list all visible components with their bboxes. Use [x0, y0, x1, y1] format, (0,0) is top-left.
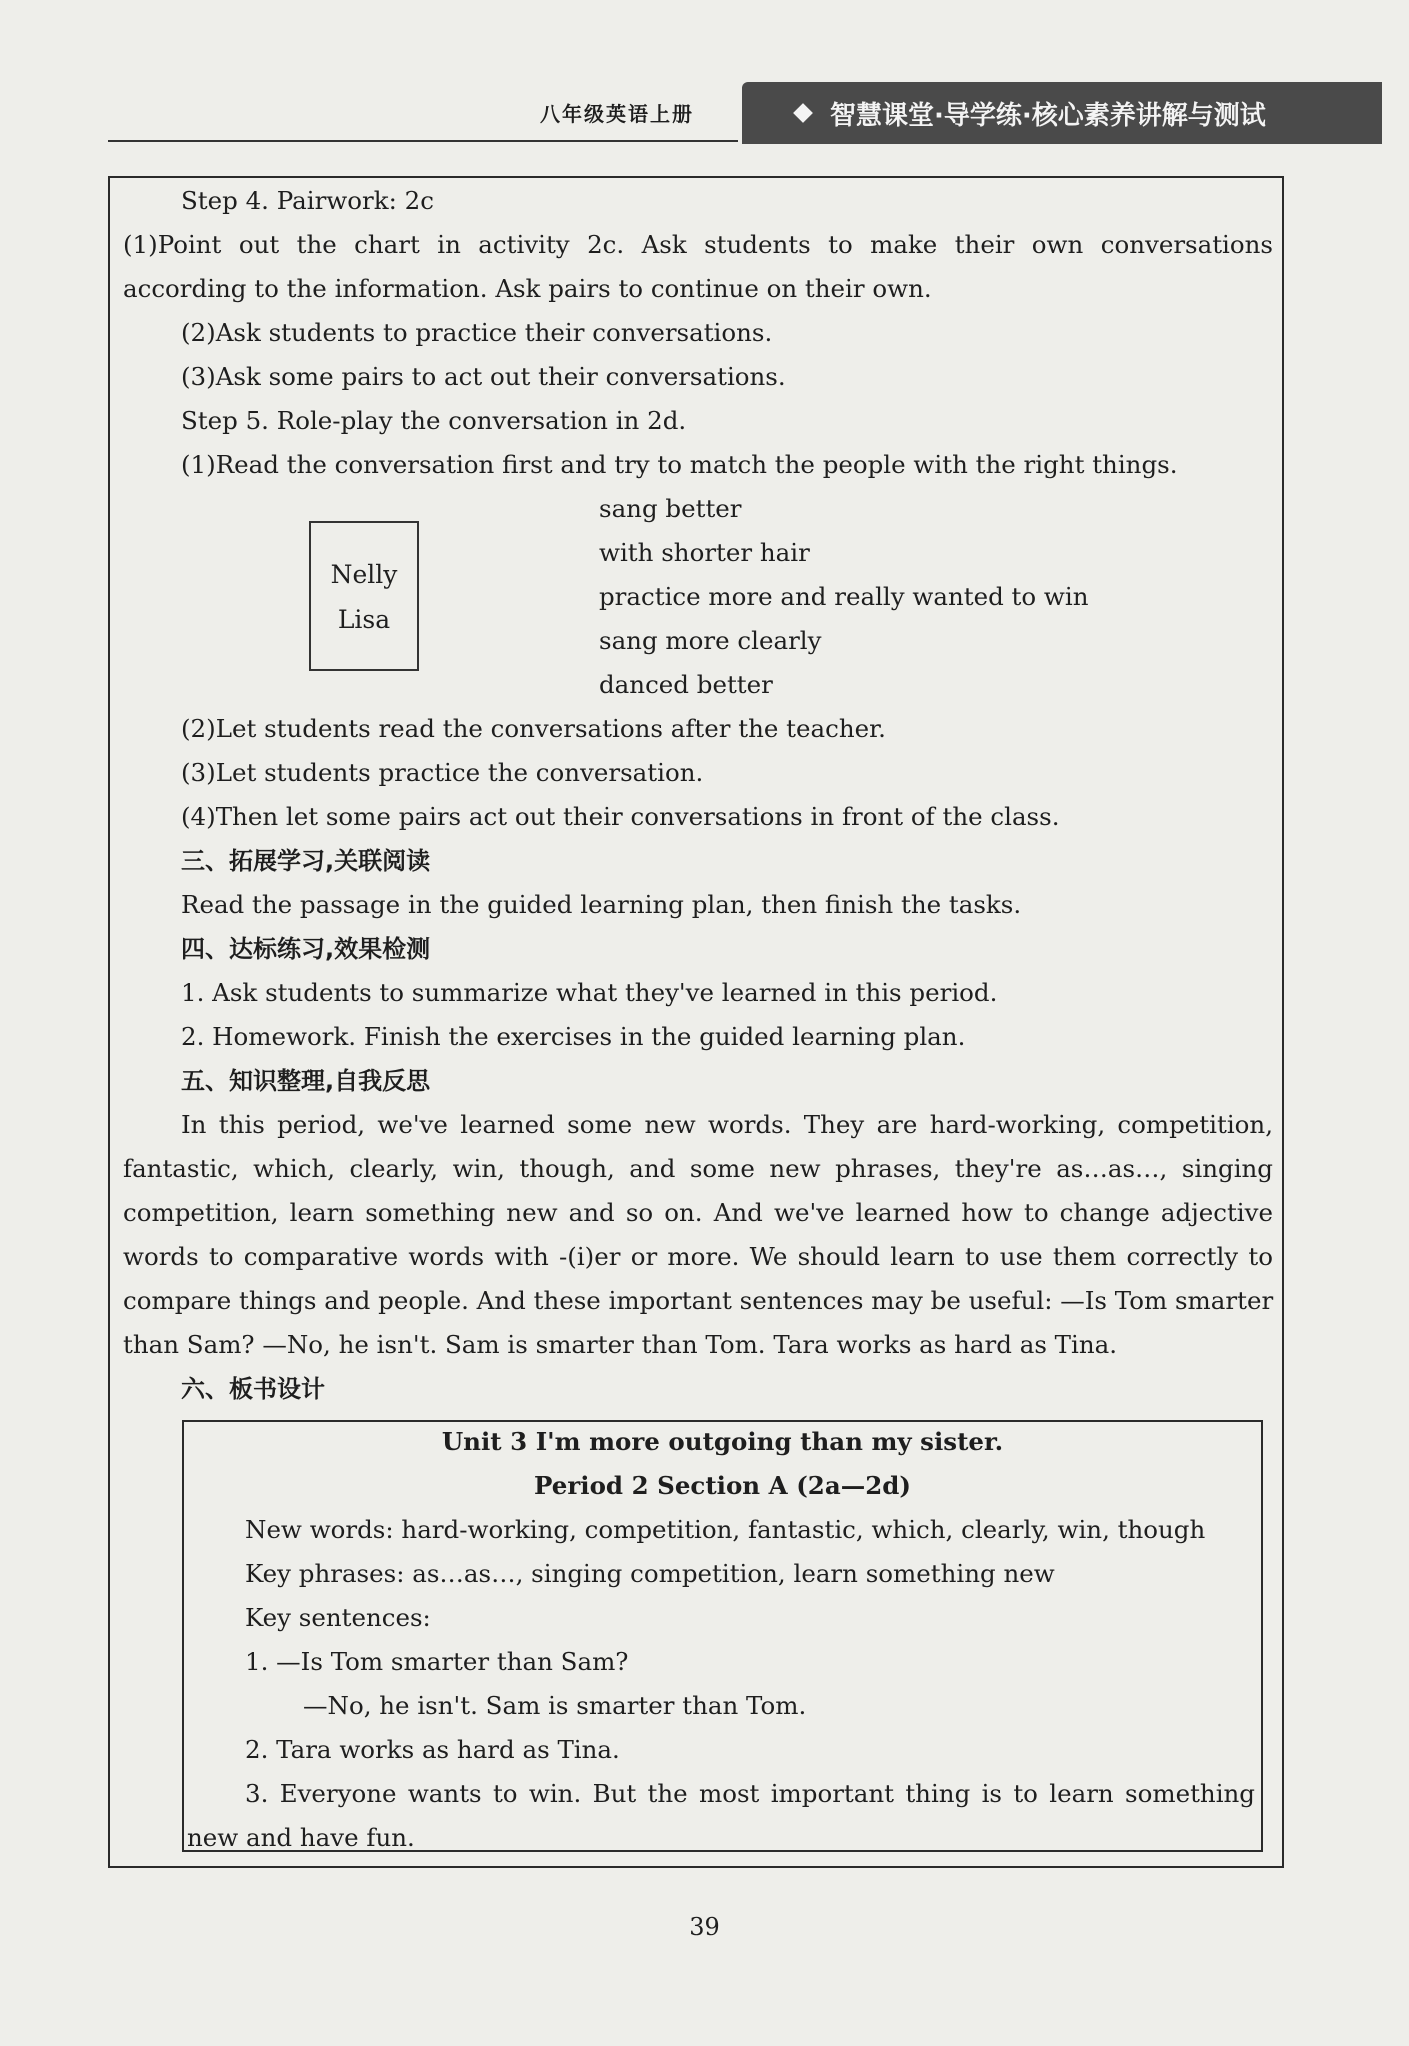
section6-heading: 六、板书设计 [181, 1375, 325, 1403]
board-new-words: New words: hard-working, competition, fantastic, which, clearly, win, though [245, 1515, 1206, 1544]
name-lisa: Lisa [337, 605, 391, 634]
thing-item: danced better [599, 670, 773, 699]
step5-item4: (4)Then let some pairs act out their conversations in front of the class. [181, 802, 1060, 831]
step4-item1-line2: according to the information. Ask pairs to continue on their own. [123, 274, 932, 303]
step4-item3: (3)Ask some pairs to act out their conversations. [181, 362, 786, 391]
section5-line4: words to comparative words with -(i)er or more. We should learn to use them correctly to [123, 1242, 1273, 1271]
names-box [309, 521, 419, 671]
board-sentence-1: 1. —Is Tom smarter than Sam? [245, 1647, 629, 1676]
series-banner [742, 82, 1382, 144]
board-key-sentences: Key sentences: [245, 1603, 431, 1632]
step4-title: Step 4. Pairwork: 2c [181, 186, 434, 215]
section5-line5: compare things and people. And these important sentences may be useful: —Is Tom smarter [123, 1286, 1274, 1315]
step5-item1: (1)Read the conversation first and try to match the people with the right things. [181, 450, 1178, 479]
step5-item3: (3)Let students practice the conversation. [181, 758, 704, 787]
board-subtitle: Period 2 Section A (2a—2d) [534, 1471, 911, 1500]
board-sentence-3: 3. Everyone wants to win. But the most important thing is to learn something [245, 1779, 1255, 1808]
book-title: 八年级英语上册 [540, 102, 694, 126]
thing-item: sang more clearly [599, 626, 822, 655]
section4-item1: 1. Ask students to summarize what they've learned in this period. [181, 978, 998, 1007]
header-divider [108, 140, 738, 142]
board-sentence-3-cont: new and have fun. [187, 1823, 415, 1852]
section4-item2: 2. Homework. Finish the exercises in the guided learning plan. [181, 1022, 966, 1051]
board-sentence-2: 2. Tara works as hard as Tina. [245, 1735, 620, 1764]
diamond-icon [793, 103, 813, 123]
page-number: 39 [689, 1913, 720, 1941]
name-nelly: Nelly [330, 560, 398, 589]
thing-item: practice more and really wanted to win [599, 582, 1089, 611]
section5-line2: fantastic, which, clearly, win, though, and some new phrases, they're as…as…, singing [123, 1154, 1273, 1183]
section5-heading: 五、知识整理,自我反思 [181, 1067, 431, 1095]
step4-item1-line1: (1)Point out the chart in activity 2c. Ask students to make their own conversations [123, 230, 1273, 259]
section5-line6: than Sam? —No, he isn't. Sam is smarter than Tom. Tara works as hard as Tina. [123, 1330, 1118, 1359]
series-title: 智慧课堂·导学练·核心素养讲解与测试 [830, 100, 1266, 131]
section5-line3: competition, learn something new and so on. And we've learned how to change adjective [123, 1198, 1273, 1227]
section3-heading: 三、拓展学习,关联阅读 [181, 847, 431, 875]
section5-line1: In this period, we've learned some new words. They are hard-working, competition, [181, 1110, 1273, 1139]
board-sentence-1-answer: —No, he isn't. Sam is smarter than Tom. [303, 1691, 807, 1720]
thing-item: sang better [599, 494, 742, 523]
section3-text: Read the passage in the guided learning plan, then finish the tasks. [181, 890, 1022, 919]
step5-title: Step 5. Role-play the conversation in 2d. [181, 406, 687, 435]
section4-heading: 四、达标练习,效果检测 [181, 935, 431, 963]
step5-item2: (2)Let students read the conversations after the teacher. [181, 714, 886, 743]
step4-item2: (2)Ask students to practice their conversations. [181, 318, 773, 347]
board-key-phrases: Key phrases: as…as…, singing competition, learn something new [245, 1559, 1055, 1588]
board-title: Unit 3 I'm more outgoing than my sister. [441, 1427, 1004, 1456]
thing-item: with shorter hair [599, 538, 810, 567]
